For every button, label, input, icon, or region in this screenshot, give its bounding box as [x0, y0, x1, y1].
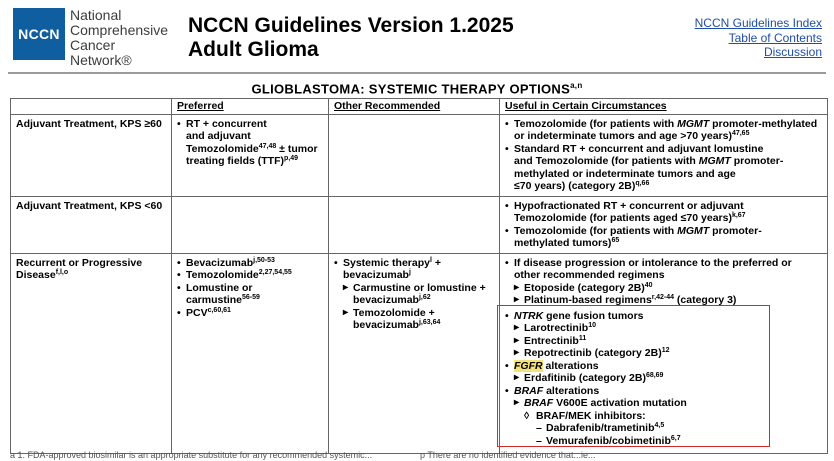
- sub-item: ▸ Entrectinib$^{11}$: [514, 335, 822, 348]
- header-cell-preferred: Preferred: [172, 99, 329, 115]
- list-item-cont: treating fields (TTF)$^{p,49}$: [186, 155, 299, 167]
- list-item-cont: Temozolomide (for patients aged ≤70 years)$^{k,67}$: [514, 212, 746, 224]
- footnote-right: p There are no identified evidence that...ie...: [420, 450, 596, 460]
- logo-line: Network®: [70, 52, 132, 68]
- other-recommended-cell: [329, 253, 500, 453]
- guideline-version-title: NCCN Guidelines Version 1.2025: [188, 14, 514, 37]
- other-recommended-cell: [329, 114, 500, 196]
- list-item: • Temozolomide$^{2,27,54,55}$: [177, 269, 323, 282]
- guideline-subtitle: Adult Glioma: [188, 38, 319, 61]
- list-item-cont: methylated or indeterminate tumors and age: [514, 167, 736, 180]
- sub-item: ▸ Platinum-based regimens$^{r,42-44}$ (category 3): [514, 294, 822, 307]
- sub-item: ▸ Etoposide (category 2B)$^{40}$: [514, 282, 822, 295]
- preferred-cell: [172, 114, 329, 196]
- table-row-recurrent-progressive: [11, 253, 828, 453]
- list-item-cont: carmustine$^{56-59}$: [186, 294, 260, 306]
- fgfr-highlight: FGFR: [514, 359, 543, 372]
- list-item-cont: other recommended regimens: [514, 269, 665, 281]
- sub-item: ▸ Temozolomide +: [343, 307, 494, 320]
- header-divider: [8, 72, 826, 74]
- list-item-fgfr: • FGFR alterations: [505, 360, 822, 373]
- preferred-cell: [172, 196, 329, 253]
- nccn-logo-mark: NCCN: [13, 8, 65, 60]
- list-item: • Standard RT + concurrent and adjuvant lomustine: [505, 143, 822, 156]
- list-item-cont: Temozolomide$^{47,48}$ ± tumor: [186, 142, 318, 155]
- logo-line: National: [70, 7, 122, 23]
- sub-item: ▸ Erdafitinib (category 2B)$^{68,69}$: [514, 372, 822, 385]
- sub-sub-item: ◊ BRAF/MEK inhibitors:: [524, 410, 822, 423]
- sub-item-cont: bevacizumab$^{j,62}$: [353, 294, 431, 306]
- header-cell-useful: Useful in Certain Circumstances: [500, 99, 828, 115]
- document-title-block: [188, 14, 514, 62]
- list-item-cont: ≤70 years) (category 2B)$^{q,66}$: [514, 180, 650, 192]
- section-title: GLIOBLASTOMA: SYSTEMIC THERAPY OPTIONS$^{a,n}$: [251, 81, 583, 97]
- list-item: • Temozolomide (for patients with MGMT promoter-methylated: [505, 118, 822, 131]
- row-label: Adjuvant Treatment, KPS <60: [11, 196, 172, 253]
- list-item: • Bevacizumab$^{j,50-53}$: [177, 257, 323, 270]
- navigation-links: [695, 16, 822, 60]
- logo-line: Cancer: [70, 37, 116, 53]
- table-of-contents-link[interactable]: Table of Contents: [728, 30, 822, 45]
- header-cell-other-recommended: Other Recommended: [329, 99, 500, 115]
- row-label: Adjuvant Treatment, KPS ≥60: [11, 114, 172, 196]
- useful-cell: [500, 196, 828, 253]
- sub-item: ▸ Larotrectinib$^{10}$: [514, 322, 822, 335]
- list-item: • Hypofractionated RT + concurrent or adjuvant: [505, 200, 822, 213]
- list-item-cont: or indeterminate tumors and age >70 years)$^{47,65}$: [514, 130, 750, 142]
- sub-item: ▸ Carmustine or lomustine +: [343, 282, 494, 295]
- list-item: • Systemic therapy$^l$ +: [334, 257, 494, 270]
- table-row-adjuvant-kps-under-60: [11, 196, 828, 253]
- list-item-ntrk: • NTRK gene fusion tumors: [505, 310, 822, 323]
- footnote-left: a 1. FDA-approved biosimilar is an appropriate substitute for any recommended systemic...: [10, 450, 373, 460]
- systemic-therapy-table: [10, 98, 828, 454]
- useful-cell: [500, 114, 828, 196]
- list-item: • RT + concurrent: [177, 118, 323, 131]
- list-item: • Lomustine or: [177, 282, 323, 295]
- sub-item: ▸ BRAF V600E activation mutation: [514, 397, 822, 410]
- sub-item-cont: bevacizumab$^{j,63,64}$: [353, 319, 441, 331]
- list-item-cont: and adjuvant: [186, 130, 251, 142]
- list-item-cont: and Temozolomide (for patients with MGMT promoter-: [514, 155, 784, 167]
- drug-item: – Vemurafenib/cobimetinib$^{6,7}$: [536, 435, 822, 448]
- sub-item: ▸ Repotrectinib (category 2B)$^{12}$: [514, 347, 822, 360]
- list-item: • Temozolomide (for patients with MGMT promoter-: [505, 225, 822, 238]
- logo-line: Comprehensive: [70, 22, 169, 38]
- nccn-logo-text: [70, 8, 168, 68]
- table-row-adjuvant-kps-60-plus: [11, 114, 828, 196]
- table-header-row: [11, 99, 828, 115]
- useful-cell: [500, 253, 828, 453]
- list-item-cont: bevacizumab$^j$: [343, 269, 411, 281]
- guidelines-index-link[interactable]: NCCN Guidelines Index: [694, 16, 822, 30]
- other-recommended-cell: [329, 196, 500, 253]
- list-item-braf: • BRAF alterations: [505, 385, 822, 398]
- header-cell-empty: [11, 99, 172, 115]
- list-item: • If disease progression or intolerance to the preferred or: [505, 257, 822, 270]
- list-item: • PCV$^{c,60,61}$: [177, 307, 323, 320]
- row-label: Recurrent or Progressive Disease$^{f,l,o}$: [11, 253, 172, 453]
- drug-item: – Dabrafenib/trametinib$^{4,5}$: [536, 422, 822, 435]
- preferred-cell: [172, 253, 329, 453]
- discussion-link[interactable]: Discussion: [763, 45, 822, 59]
- nccn-logo: [13, 8, 168, 68]
- list-item-cont: methylated tumors)$^{65}$: [514, 237, 620, 249]
